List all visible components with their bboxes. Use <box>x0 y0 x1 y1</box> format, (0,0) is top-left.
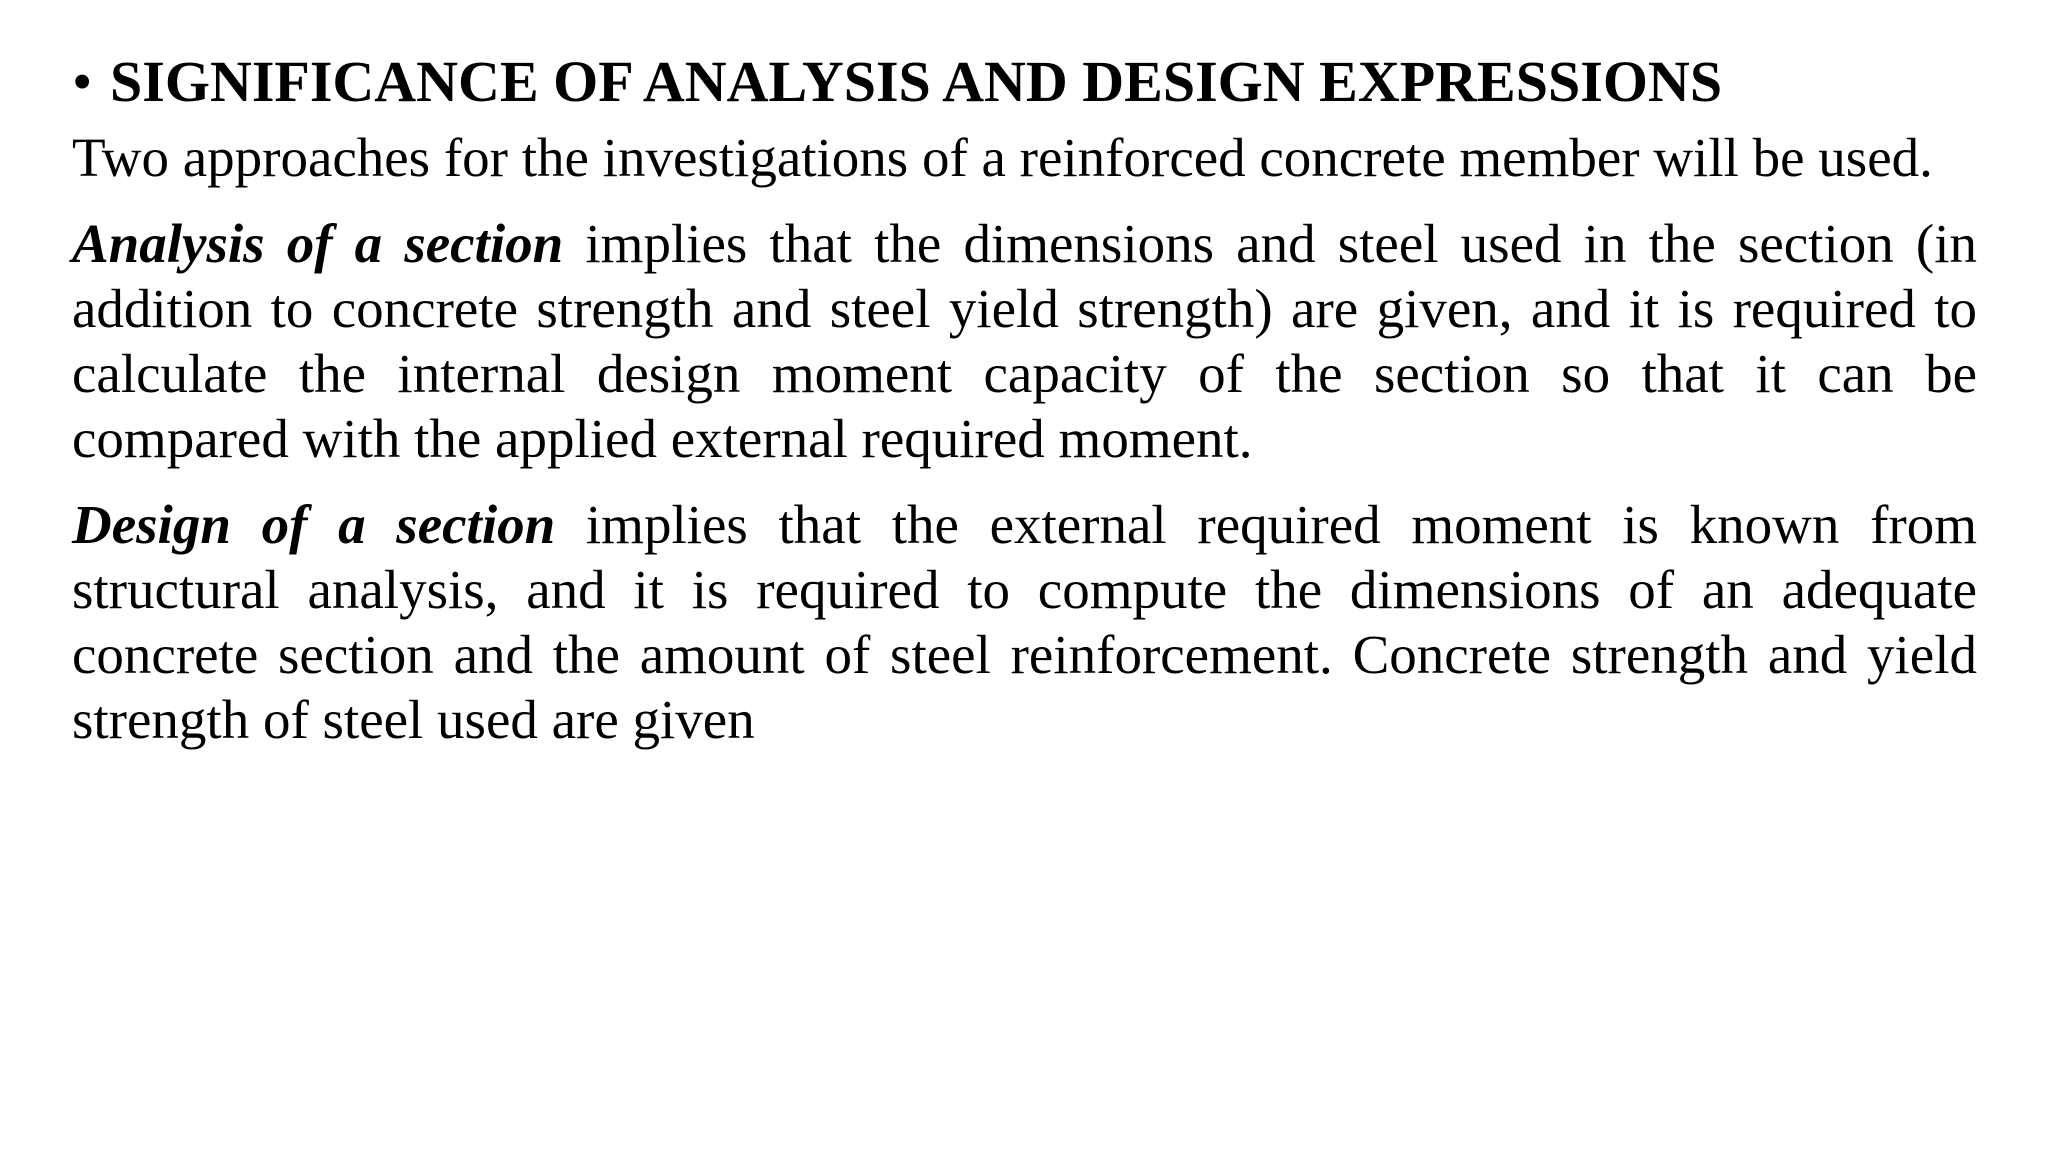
analysis-term: Analysis of a section <box>72 213 564 274</box>
design-term: Design of a section <box>72 494 556 555</box>
intro-paragraph: Two approaches for the investigations of a reinforced concrete member will be used. <box>72 127 1933 188</box>
slide-heading <box>72 44 1977 120</box>
slide-content <box>72 44 1977 773</box>
bullet-icon: • <box>72 49 93 114</box>
heading-text: SIGNIFICANCE OF ANALYSIS AND DESIGN EXPRESSIONS <box>110 49 1723 114</box>
design-text: implies that the external required moment is known from structural analysis, and it is required to compute the dimensions of an adequate concrete section and the amount of steel reinforcement. Concrete strength and yield strength of steel used are given <box>72 494 1977 750</box>
analysis-text: implies that the dimensions and steel used in the section (in addition to concrete strength and steel yield strength) are given, and it is required to calculate the internal design moment capacity of the section so that it can be compared with the applied external required moment. <box>72 213 1977 469</box>
analysis-paragraph <box>72 211 1977 471</box>
design-paragraph <box>72 492 1977 752</box>
